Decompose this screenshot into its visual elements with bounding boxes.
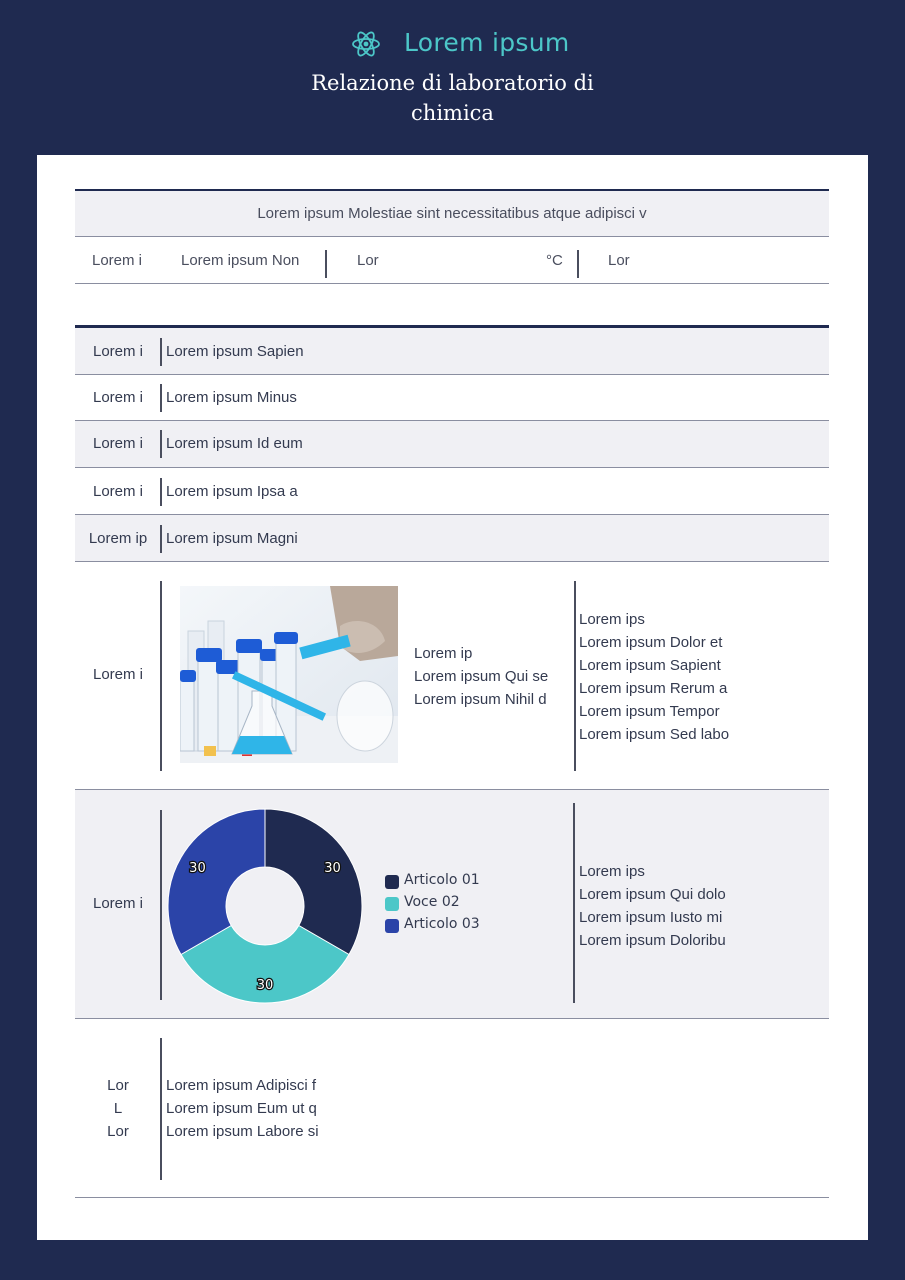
slice-value-label: 30 — [324, 861, 341, 876]
row-divider — [160, 384, 162, 412]
row-label: Lorem i — [92, 895, 144, 912]
note-line: Lorem ipsum Dolor et — [579, 634, 723, 651]
cell-divider — [325, 250, 327, 278]
row-label: Lorem i — [92, 343, 144, 360]
laboratory-test-tubes-photo — [180, 586, 398, 763]
slice-value-label: 30 — [256, 978, 274, 993]
row-label: Lor — [107, 1123, 129, 1140]
row-label: Lor — [107, 1077, 129, 1094]
table-row — [75, 1019, 829, 1198]
row-value: Lorem ipsum Eum ut q — [166, 1100, 317, 1117]
image-row — [75, 562, 829, 790]
note-line: Lorem ips — [579, 611, 645, 628]
info-table-heading: Lorem ipsum Molestiae sint necessitatibus atque adipisci v — [75, 191, 829, 237]
note-line: Lorem ipsum Qui dolo — [579, 886, 726, 903]
row-label: Lorem i — [92, 435, 144, 452]
row-divider — [160, 338, 162, 366]
image-caption — [414, 642, 548, 711]
brand-name: Lorem ipsum — [404, 28, 570, 57]
donut-slice — [265, 809, 362, 955]
row-value: Lorem ipsum Adipisci f — [166, 1077, 317, 1094]
row-label-stack — [75, 1074, 161, 1143]
row-value: Lorem ipsum Id eum — [166, 435, 303, 452]
note-line: Lorem ipsum Iusto mi — [579, 909, 723, 926]
legend-swatch — [385, 897, 399, 911]
note-line: Lorem ipsum Rerum a — [579, 680, 728, 697]
info-cell: Lor — [357, 252, 379, 269]
row-divider — [160, 1038, 162, 1180]
image-notes — [579, 608, 729, 746]
legend-label: Articolo 03 — [404, 916, 480, 932]
chart-row — [75, 790, 829, 1019]
row-divider — [160, 810, 162, 1000]
note-line: Lorem ipsum Sed labo — [579, 726, 730, 743]
table-row — [75, 328, 829, 375]
info-cell: Lorem i — [92, 252, 143, 269]
row-value-stack — [166, 1074, 319, 1143]
row-label: Lorem ip — [88, 530, 148, 547]
row-divider — [160, 430, 162, 458]
caption-line: Lorem ip — [414, 645, 473, 662]
legend-swatch — [385, 875, 399, 889]
info-cell: Lor — [608, 252, 630, 269]
document-title: Relazione di laboratorio di chimica — [311, 71, 594, 125]
donut-chart — [163, 804, 367, 1008]
row-value: Lorem ipsum Magni — [166, 530, 298, 547]
page-header — [0, 0, 905, 155]
info-cell-unit: °C — [546, 252, 563, 269]
row-value: Lorem ipsum Minus — [166, 389, 297, 406]
info-cell: Lorem ipsum Non — [181, 252, 300, 269]
table-row — [75, 468, 829, 515]
report-sheet — [37, 155, 868, 1240]
row-value: Lorem ipsum Labore si — [166, 1123, 319, 1140]
table-row — [75, 421, 829, 468]
table-row — [75, 515, 829, 562]
table-row — [75, 375, 829, 421]
note-line: Lorem ipsum Tempor — [579, 703, 720, 720]
chart-notes — [579, 860, 726, 952]
row-label: Lorem i — [92, 666, 144, 683]
column-divider — [573, 803, 575, 1003]
brand — [0, 26, 905, 62]
slice-value-label: 30 — [189, 861, 206, 876]
row-value: Lorem ipsum Sapien — [166, 343, 304, 360]
cell-divider — [577, 250, 579, 278]
row-divider — [160, 581, 162, 771]
column-divider — [574, 581, 576, 771]
caption-line: Lorem ipsum Nihil d — [414, 691, 547, 708]
legend-label: Voce 02 — [404, 894, 460, 910]
legend-label: Articolo 01 — [404, 872, 480, 888]
row-divider — [160, 478, 162, 506]
note-line: Lorem ipsum Doloribu — [579, 932, 726, 949]
row-value: Lorem ipsum Ipsa a — [166, 483, 298, 500]
atom-icon — [350, 28, 382, 60]
info-table-row — [75, 237, 829, 284]
donut-slice — [168, 809, 265, 955]
note-line: Lorem ipsum Sapient — [579, 657, 721, 674]
note-line: Lorem ips — [579, 863, 645, 880]
caption-line: Lorem ipsum Qui se — [414, 668, 549, 685]
legend-swatch — [385, 919, 399, 933]
info-table — [75, 189, 829, 284]
row-label: L — [113, 1100, 123, 1117]
row-divider — [160, 525, 162, 553]
row-label: Lorem i — [92, 389, 144, 406]
row-label: Lorem i — [92, 483, 144, 500]
data-table — [75, 325, 829, 1198]
